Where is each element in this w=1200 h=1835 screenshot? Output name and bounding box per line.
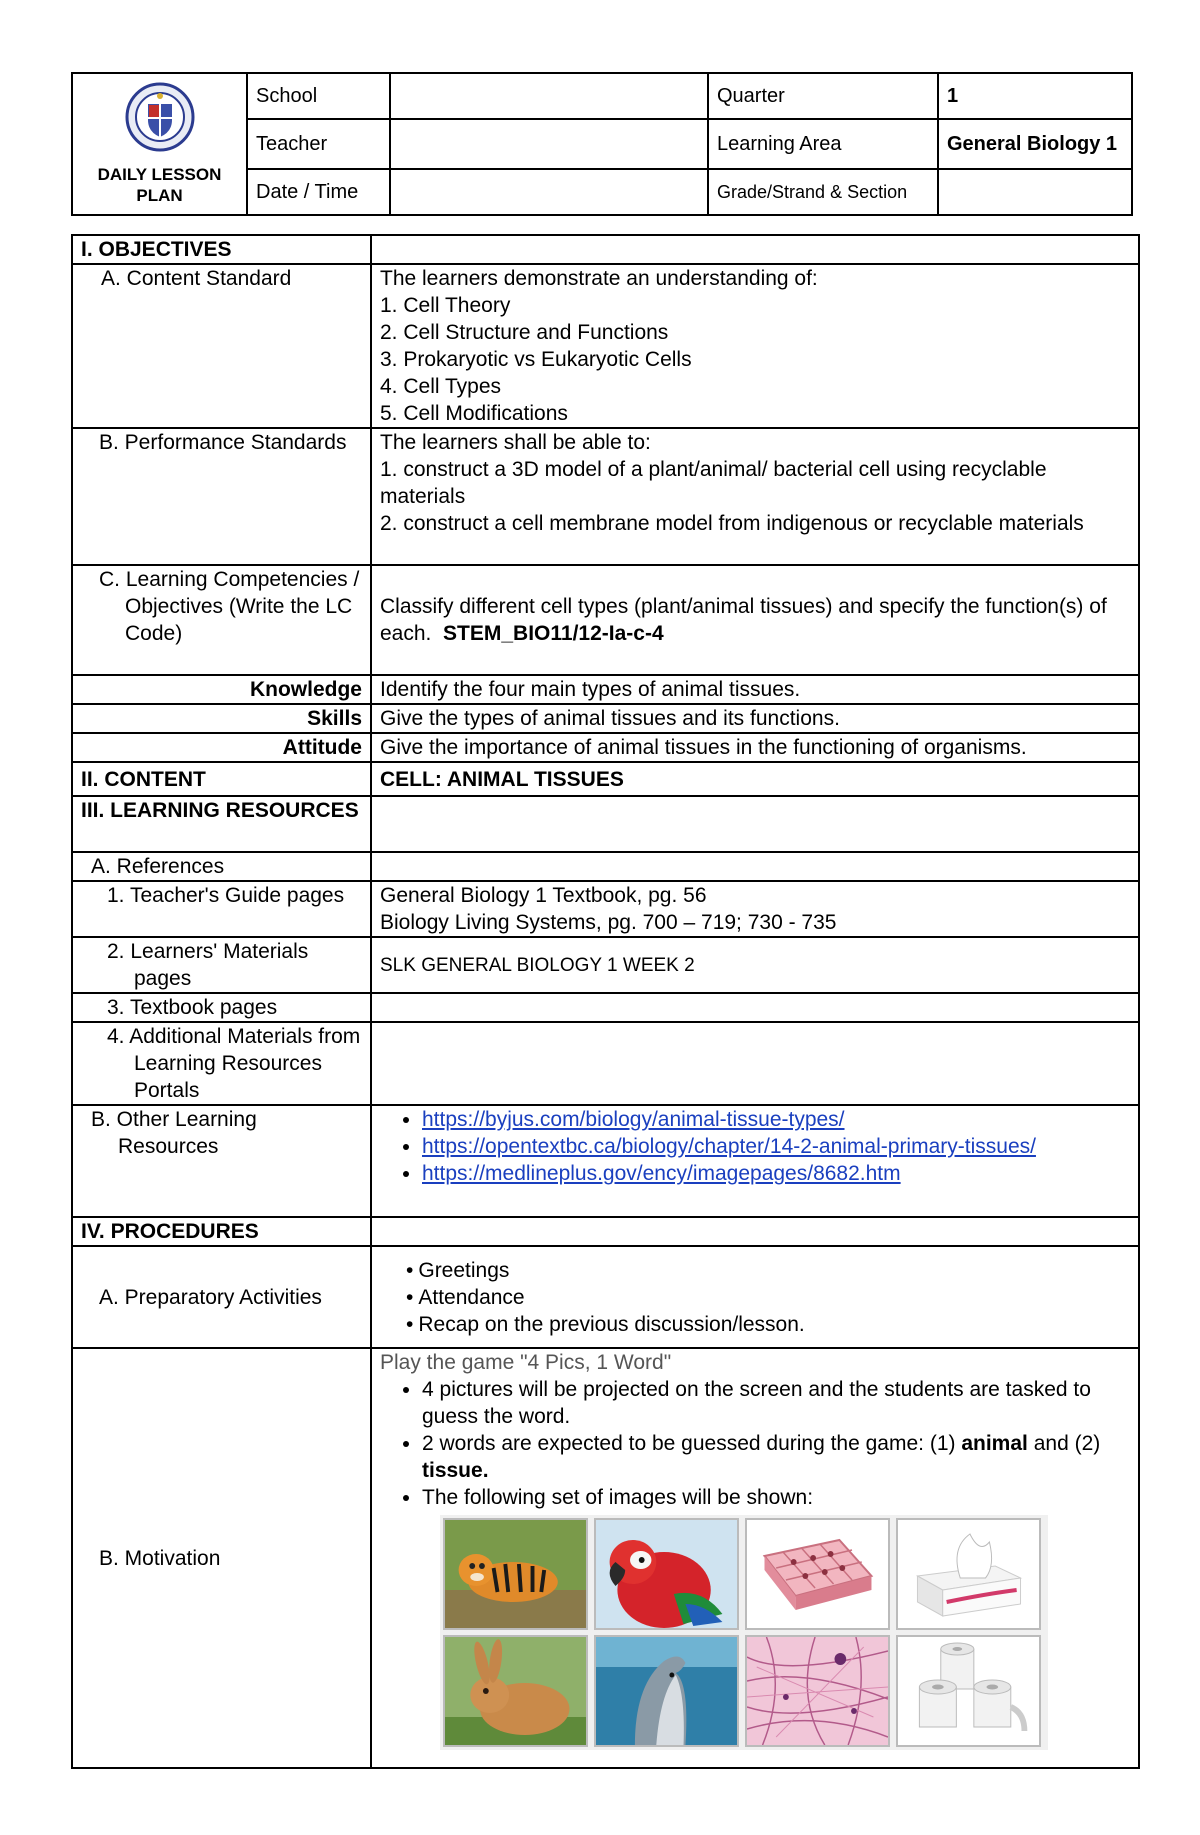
performance-standards-label: B. Performance Standards (99, 431, 347, 454)
competencies-value (371, 565, 1139, 675)
preparatory-row (72, 1246, 1139, 1348)
motivation-intro: Play the game "4 Pics, 1 Word" (380, 1351, 672, 1374)
procedures-blank (371, 1217, 1139, 1246)
rabbit-image (443, 1635, 588, 1747)
teacher-field[interactable] (390, 119, 708, 169)
dolphin-image (594, 1635, 739, 1747)
motivation-item2-text: 2 words are expected to be guessed during the game: (1) (422, 1432, 956, 1455)
school-label: School (247, 73, 390, 119)
resource-link-item (422, 1133, 1130, 1160)
procedures-heading-row (72, 1217, 1139, 1246)
date-time-field[interactable] (390, 169, 708, 215)
daily-lesson-plan-label: DAILY LESSON PLAN (97, 165, 222, 205)
skills-value: Give the types of animal tissues and its functions. (371, 704, 1139, 733)
four-pics-grid (440, 1515, 1048, 1750)
preparatory-list (380, 1257, 1130, 1338)
attitude-label: Attitude (72, 733, 371, 762)
content-standard-row (72, 264, 1139, 428)
references-row (72, 852, 1139, 881)
learners-materials-cell (72, 937, 371, 993)
teachers-guide-value (371, 881, 1139, 937)
learning-area-field[interactable]: General Biology 1 (938, 119, 1132, 169)
knowledge-value: Identify the four main types of animal tissues. (371, 675, 1139, 704)
textbook-blank (371, 993, 1139, 1022)
competencies-cell (72, 565, 371, 675)
learners-materials-label: 2. Learners' Materials pages (107, 940, 309, 990)
motivation-row (72, 1348, 1139, 1768)
performance-item: 1. construct a 3D model of a plant/animal/ bacterial cell using recyclable materials (380, 458, 1047, 508)
learners-materials-row (72, 937, 1139, 993)
skills-row (72, 704, 1139, 733)
content-row (72, 762, 1139, 796)
tissue-box-image (896, 1518, 1041, 1630)
teachers-guide-line: Biology Living Systems, pg. 700 – 719; 730 - 735 (380, 911, 837, 934)
resource-links (380, 1106, 1130, 1187)
references-blank (371, 852, 1139, 881)
content-standard-item: 5. Cell Modifications (380, 402, 568, 425)
teacher-label: Teacher (247, 119, 390, 169)
quarter-label: Quarter (708, 73, 938, 119)
teachers-guide-cell (72, 881, 371, 937)
attitude-row (72, 733, 1139, 762)
content-value: CELL: ANIMAL TISSUES (371, 762, 1139, 796)
additional-materials-label: 4. Additional Materials from Learning Resources Portals (107, 1025, 361, 1102)
content-standard-item: 1. Cell Theory (380, 294, 511, 317)
date-time-label: Date / Time (247, 169, 390, 215)
content-standard-intro: The learners demonstrate an understanding of: (380, 267, 818, 290)
other-resources-row (72, 1105, 1139, 1217)
preparatory-item: • Recap on the previous discussion/lesson. (406, 1311, 1130, 1338)
logo-cell (72, 73, 247, 215)
skills-label: Skills (72, 704, 371, 733)
preparatory-item: • Greetings (406, 1257, 1130, 1284)
motivation-item (422, 1430, 1130, 1484)
grade-section-field[interactable] (938, 169, 1132, 215)
content-standard-item: 3. Prokaryotic vs Eukaryotic Cells (380, 348, 692, 371)
textbook-label: 3. Textbook pages (72, 993, 371, 1022)
competencies-row (72, 565, 1139, 675)
other-resources-cell (72, 1105, 371, 1217)
competencies-text: Classify different cell types (plant/animal tissues) and specify the function(s) of each. (380, 595, 1107, 645)
learning-resources-blank (371, 796, 1139, 852)
teachers-guide-label: 1. Teacher's Guide pages (107, 884, 345, 907)
performance-standards-row (72, 428, 1139, 565)
knowledge-row (72, 675, 1139, 704)
additional-materials-blank (371, 1022, 1139, 1105)
competencies-label: C. Learning Competencies / Objectives (Write the LC Code) (99, 568, 360, 645)
preparatory-item: • Attendance (406, 1284, 1130, 1311)
header-table (71, 72, 1133, 216)
objectives-heading: I. OBJECTIVES (72, 235, 371, 264)
school-field[interactable] (390, 73, 708, 119)
tiger-image (443, 1518, 588, 1630)
quarter-field[interactable]: 1 (938, 73, 1132, 119)
teachers-guide-line: General Biology 1 Textbook, pg. 56 (380, 884, 707, 907)
motivation-value (371, 1348, 1139, 1768)
word-animal: animal (961, 1432, 1028, 1455)
objectives-heading-blank (371, 235, 1139, 264)
resource-link-opentextbc[interactable]: https://opentextbc.ca/biology/chapter/14-2-animal-primary-tissues/ (422, 1135, 1036, 1158)
toilet-paper-image (896, 1635, 1041, 1747)
preparatory-value (371, 1246, 1139, 1348)
lc-code: STEM_BIO11/12-Ia-c-4 (443, 622, 664, 645)
procedures-heading: IV. PROCEDURES (72, 1217, 371, 1246)
deped-seal-icon (125, 82, 195, 152)
content-standard-item: 4. Cell Types (380, 375, 502, 398)
preparatory-label: A. Preparatory Activities (72, 1246, 371, 1348)
other-resources-label: B. Other Learning Resources (91, 1108, 257, 1158)
motivation-label: B. Motivation (72, 1348, 371, 1768)
parrot-image (594, 1518, 739, 1630)
motivation-list (380, 1376, 1130, 1511)
additional-materials-cell (72, 1022, 371, 1105)
knowledge-label: Knowledge (72, 675, 371, 704)
performance-standards-cell (72, 428, 371, 565)
objectives-heading-row (72, 235, 1139, 264)
resource-link-byjus[interactable]: https://byjus.com/biology/animal-tissue-types/ (422, 1108, 845, 1131)
resource-link-medlineplus[interactable]: https://medlineplus.gov/ency/imagepages/8682.htm (422, 1162, 901, 1185)
learning-resources-row (72, 796, 1139, 852)
grade-section-label: Grade/Strand & Section (708, 169, 938, 215)
motivation-item2-and: and (2) (1033, 1432, 1101, 1455)
motivation-item: • 4 pictures will be projected on the screen and the students are tasked to guess the word. (422, 1376, 1130, 1430)
learning-resources-heading: III. LEARNING RESOURCES (72, 796, 371, 852)
teachers-guide-row (72, 881, 1139, 937)
references-label: A. References (72, 852, 371, 881)
epithelial-tissue-image (745, 1518, 890, 1630)
performance-standards-value (371, 428, 1139, 565)
performance-intro: The learners shall be able to: (380, 431, 651, 454)
content-standard-value (371, 264, 1139, 428)
resource-link-item (422, 1160, 1130, 1187)
content-standard-item: 2. Cell Structure and Functions (380, 321, 669, 344)
content-heading: II. CONTENT (72, 762, 371, 796)
textbook-row (72, 993, 1139, 1022)
attitude-value: Give the importance of animal tissues in the functioning of organisms. (371, 733, 1139, 762)
performance-item: 2. construct a cell membrane model from indigenous or recyclable materials (380, 512, 1084, 535)
resource-link-item (422, 1106, 1130, 1133)
content-standard-label: A. Content Standard (72, 264, 371, 428)
connective-tissue-image (745, 1635, 890, 1747)
additional-materials-row (72, 1022, 1139, 1105)
motivation-item: • The following set of images will be shown: (422, 1484, 1130, 1511)
word-tissue: tissue. (422, 1459, 489, 1482)
learning-area-label: Learning Area (708, 119, 938, 169)
learners-materials-value: SLK GENERAL BIOLOGY 1 WEEK 2 (371, 937, 1139, 993)
lesson-plan-table (71, 234, 1140, 1769)
other-resources-value (371, 1105, 1139, 1217)
